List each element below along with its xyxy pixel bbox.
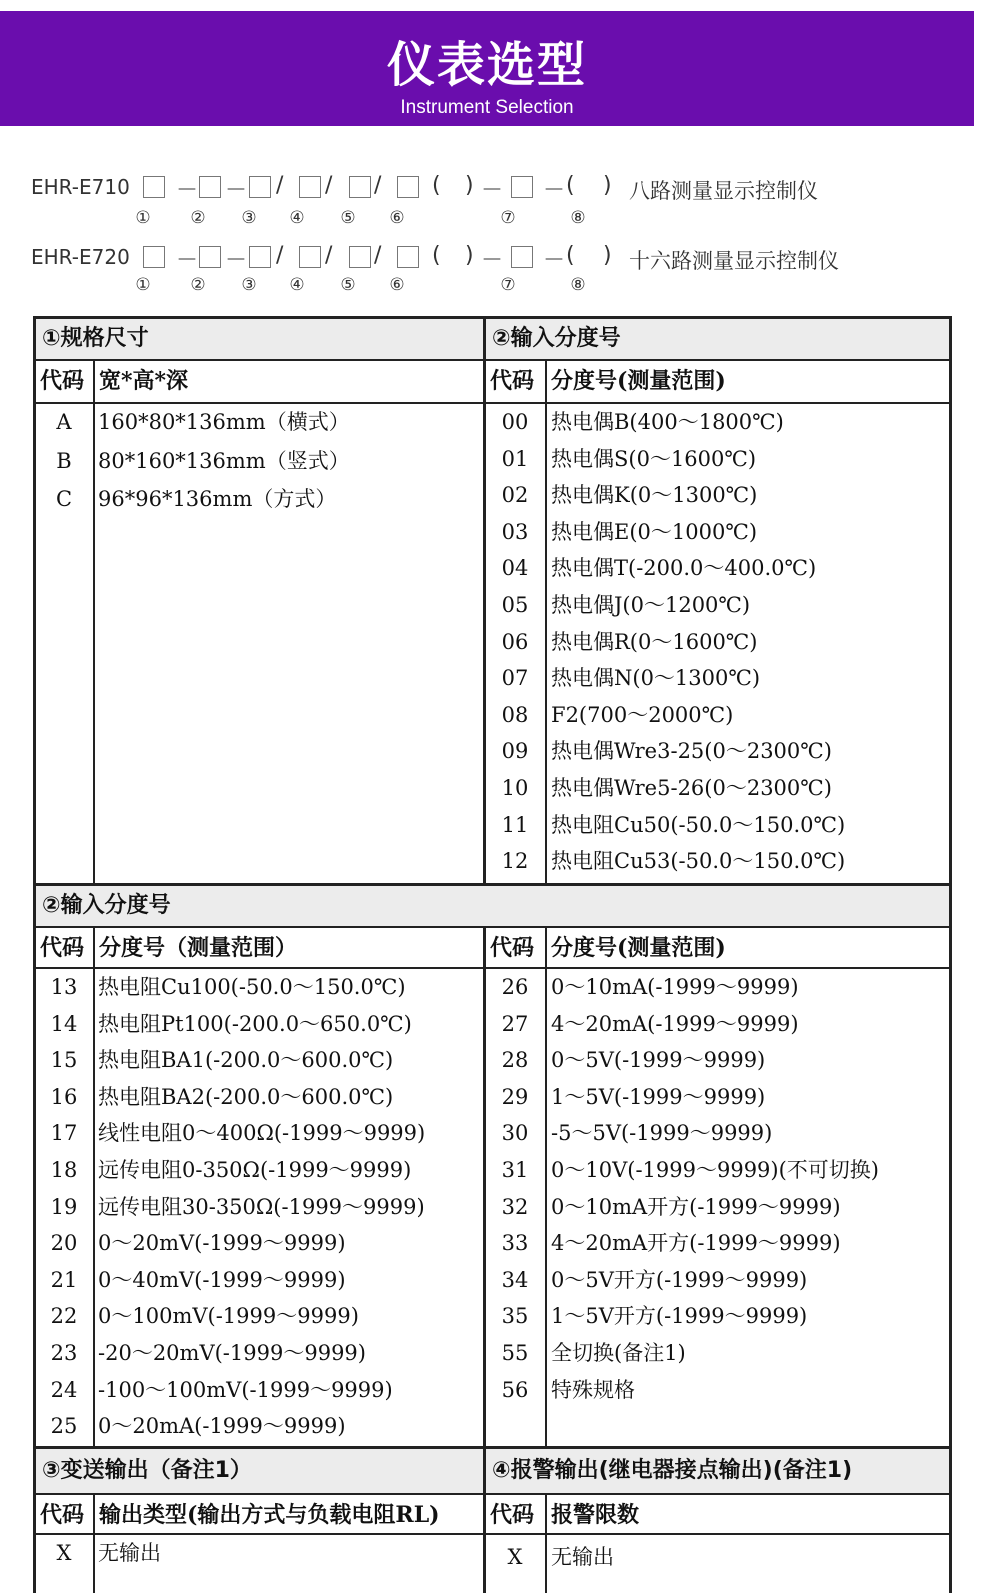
page-title: 仪表选型 [386,37,587,93]
row-code: 23 [50,1341,78,1365]
s1-col-name: 宽*高*深 [99,368,189,394]
row-name: 0～10mA(-1999～9999) [551,975,799,999]
position-number: ⑦ [500,275,516,295]
row-name: 热电阻Cu53(-50.0～150.0℃) [551,849,846,874]
divider [36,1533,952,1535]
row-code: 14 [50,1011,78,1036]
row-code: 33 [501,1231,529,1256]
row-name: 热电偶N(0～1300℃) [551,666,761,691]
section-2a-title: ②输入分度号 [486,319,952,359]
code-slot-box [397,246,419,268]
code-slot-box [199,246,221,268]
position-number: ⑤ [340,208,356,228]
row-code: 24 [50,1377,78,1402]
row-name: 96*96*136mm（方式） [98,487,337,511]
row-code: B [56,448,72,473]
code-slot-box [511,246,533,268]
code-slot-box [143,246,165,268]
row-name: 特殊规格 [551,1377,635,1402]
row-name: 热电偶B(400～1800℃) [551,410,784,434]
model-description: 十六路测量显示控制仪 [629,249,839,273]
row-name: 热电阻BA1(-200.0～600.0℃) [98,1048,394,1073]
code-separator: ( [566,243,575,268]
page-subtitle: Instrument Selection [400,97,574,118]
s4-row-code: X [507,1545,523,1569]
code-separator: － [543,248,566,273]
row-code: 01 [501,446,529,471]
row-code: A [56,410,72,434]
row-name: 0～40mV(-1999～9999) [98,1267,346,1292]
row-code: 07 [501,666,529,691]
position-number: ④ [289,275,305,295]
code-separator: ( [566,173,575,198]
divider [36,1493,952,1495]
divider [545,1493,547,1593]
divider [36,402,952,404]
position-number: ① [135,275,151,295]
code-slot-box [349,246,371,268]
s2b-right-col-name: 分度号(测量范围) [551,935,726,961]
code-slot-box [349,176,371,198]
divider [93,359,95,883]
row-code: 27 [501,1011,529,1036]
row-code: 17 [50,1121,78,1146]
row-code: 32 [501,1194,529,1219]
row-name: 0～20mV(-1999～9999) [98,1231,346,1256]
model-code: EHR-E720 [31,245,130,269]
row-name: -100～100mV(-1999～9999) [98,1377,393,1402]
s4-col-code: 代码 [490,1502,535,1528]
row-name: 线性电阻0～400Ω(-1999～9999) [98,1121,426,1146]
divider [545,359,547,883]
position-number: ⑧ [570,208,586,228]
row-name: 热电偶E(0～1000℃) [551,519,758,544]
code-separator: / [276,173,284,198]
row-name: 0～20mA(-1999～9999) [98,1414,346,1439]
selection-table [33,316,952,1593]
code-slot-box [299,176,321,198]
position-number: ⑦ [500,208,516,228]
row-name: 远传电阻0-350Ω(-1999～9999) [98,1158,412,1182]
code-separator: ) [603,173,612,198]
s2b-left-col-name: 分度号（测量范围） [99,935,298,961]
code-separator: ( [432,243,441,268]
row-name: 1～5V(-1999～9999) [551,1084,766,1109]
code-separator: － [481,248,504,273]
row-name: 全切换(备注1) [551,1341,686,1365]
row-code: 56 [501,1377,529,1402]
row-code: 09 [501,739,529,764]
position-number: ④ [289,208,305,228]
s2a-col-code: 代码 [490,368,535,394]
row-code: 13 [50,975,78,999]
code-slot-box [199,176,221,198]
divider [545,926,547,1446]
row-code: 26 [501,975,529,999]
row-code: 04 [501,556,529,581]
row-name: 热电偶S(0～1600℃) [551,446,757,471]
row-name: 热电阻BA2(-200.0～600.0℃) [98,1084,394,1109]
row-name: 热电偶Wre5-26(0～2300℃) [551,776,832,800]
row-name: -5～5V(-1999～9999) [551,1121,773,1146]
code-slot-box [249,246,271,268]
row-code: 25 [50,1414,78,1439]
row-name: 热电偶R(0～1600℃) [551,629,758,654]
row-name: 热电偶Wre3-25(0～2300℃) [551,739,832,764]
row-code: 15 [50,1048,78,1073]
code-separator: － [481,178,504,203]
s3-col-code: 代码 [40,1502,85,1528]
row-code: 34 [501,1267,529,1292]
code-separator: / [276,243,284,268]
row-code: 19 [50,1194,78,1219]
row-code: 10 [501,776,529,800]
code-slot-box [299,246,321,268]
divider [36,926,952,928]
position-number: ⑥ [389,275,405,295]
code-separator: / [325,173,333,198]
row-name: 热电阻Pt100(-200.0～650.0℃) [98,1011,412,1036]
row-name: 4～20mA(-1999～9999) [551,1011,799,1036]
section-4-title: ④报警输出(继电器接点输出)(备注1) [486,1449,952,1493]
row-code: 29 [501,1084,529,1109]
row-name: 80*160*136mm（竖式） [98,448,350,473]
position-number: ⑧ [570,275,586,295]
divider [36,967,952,969]
row-code: 20 [50,1231,78,1256]
row-name: 160*80*136mm（横式） [98,410,350,434]
section-2b-title: ②输入分度号 [36,886,952,926]
position-number: ① [135,208,151,228]
model-code: EHR-E710 [31,175,130,199]
code-separator: / [374,173,382,198]
divider [36,1446,952,1449]
row-code: 03 [501,519,529,544]
row-name: 热电阻Cu50(-50.0～150.0℃) [551,812,846,837]
s3-row-name: 无输出 [98,1541,161,1565]
row-code: 06 [501,629,529,654]
code-separator: － [225,178,248,203]
position-number: ② [190,275,206,295]
code-separator: ) [465,243,474,268]
s2b-right-col-code: 代码 [490,935,535,961]
position-number: ② [190,208,206,228]
code-slot-box [397,176,419,198]
code-separator: ( [432,173,441,198]
row-code: 31 [501,1158,529,1182]
s3-col-name: 输出类型(输出方式与负载电阻RL) [99,1502,440,1528]
code-separator: / [374,243,382,268]
model-description: 八路测量显示控制仪 [629,179,818,203]
s1-col-code: 代码 [40,368,85,394]
divider [483,319,486,883]
code-separator: ) [603,243,612,268]
position-number: ③ [241,208,257,228]
s4-col-name: 报警限数 [551,1502,640,1528]
code-slot-box [249,176,271,198]
row-code: 00 [501,410,529,434]
row-code: C [55,487,73,511]
row-code: 08 [501,702,529,727]
s4-row-name: 无输出 [551,1545,614,1569]
row-code: 22 [50,1304,78,1329]
section-1-title: ①规格尺寸 [36,319,483,359]
divider [93,926,95,1446]
row-code: 11 [501,812,529,837]
divider [93,1493,95,1593]
position-number: ⑤ [340,275,356,295]
row-name: 0～100mV(-1999～9999) [98,1304,359,1329]
code-slot-box [511,176,533,198]
s2a-col-name: 分度号(测量范围) [551,368,726,394]
code-separator: － [225,248,248,273]
row-name: 热电阻Cu100(-50.0～150.0℃) [98,975,406,999]
code-separator: / [325,243,333,268]
code-separator: ) [465,173,474,198]
row-name: 0～5V开方(-1999～9999) [551,1267,808,1292]
row-code: 12 [501,849,529,874]
row-code: 55 [501,1341,529,1365]
row-name: 热电偶J(0～1200℃) [551,593,751,617]
row-name: 热电偶T(-200.0～400.0℃) [551,556,817,581]
s3-row-code: X [56,1541,72,1565]
row-name: 1～5V开方(-1999～9999) [551,1304,808,1329]
row-code: 28 [501,1048,529,1073]
row-name: 0～10V(-1999～9999)(不可切换) [551,1158,880,1182]
row-name: F2(700～2000℃) [551,702,734,727]
code-separator: － [176,178,199,203]
code-slot-box [143,176,165,198]
row-name: 0～10mA开方(-1999～9999) [551,1194,841,1219]
code-separator: － [176,248,199,273]
divider [36,883,952,886]
row-code: 35 [501,1304,529,1329]
row-code: 18 [50,1158,78,1182]
row-code: 16 [50,1084,78,1109]
divider [483,926,486,1593]
s2b-left-col-code: 代码 [40,935,85,961]
row-code: 30 [501,1121,529,1146]
title-banner [0,11,974,126]
code-separator: － [543,178,566,203]
section-3-title: ③变送输出（备注1） [36,1449,483,1493]
divider [36,359,952,361]
row-name: 0～5V(-1999～9999) [551,1048,766,1073]
row-name: 4～20mA开方(-1999～9999) [551,1231,841,1256]
row-name: 远传电阻30-350Ω(-1999～9999) [98,1194,425,1219]
row-name: 热电偶K(0～1300℃) [551,483,758,508]
row-code: 02 [501,483,529,508]
position-number: ③ [241,275,257,295]
row-name: -20～20mV(-1999～9999) [98,1341,366,1365]
position-number: ⑥ [389,208,405,228]
row-code: 21 [50,1267,78,1292]
row-code: 05 [501,593,529,617]
